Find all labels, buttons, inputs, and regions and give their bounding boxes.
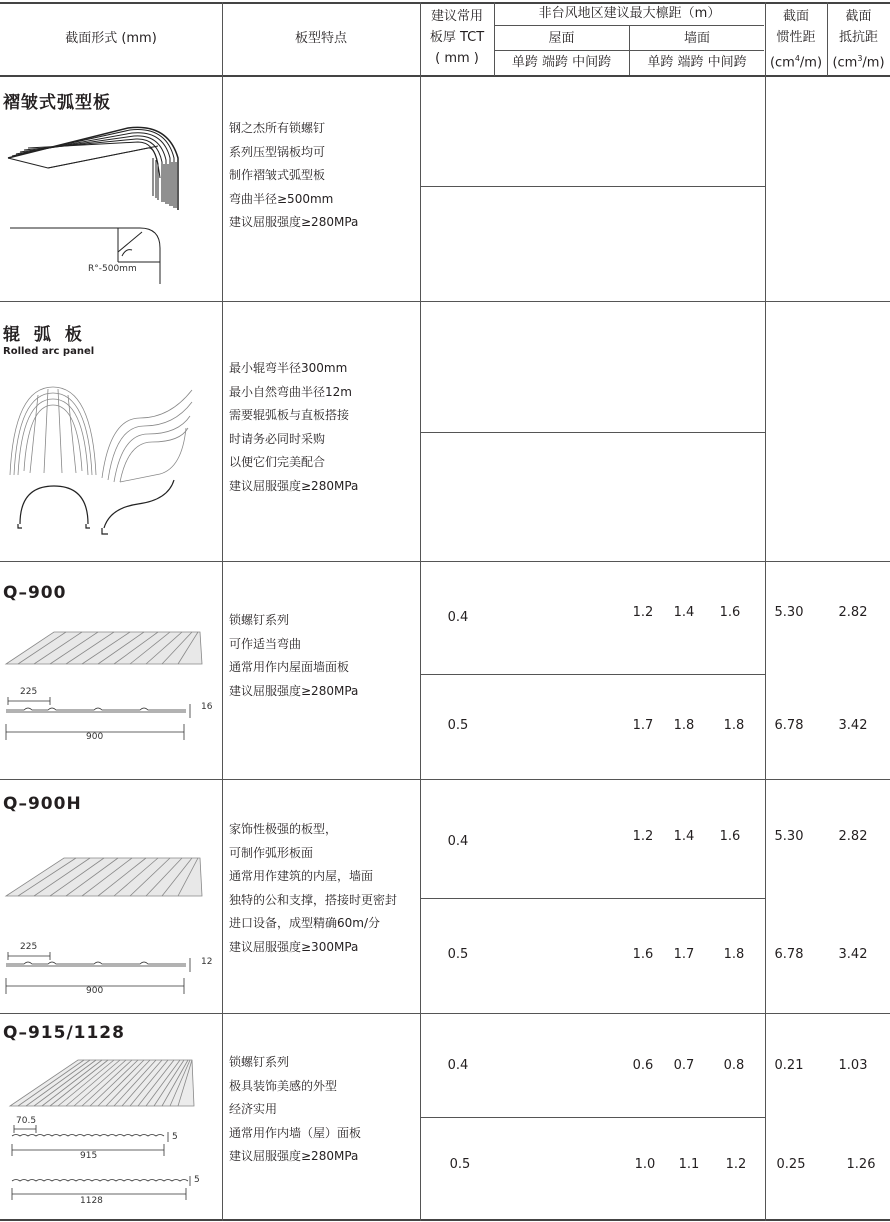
feature-line: 可制作弧形板面: [229, 845, 314, 860]
header-roof: 屋面: [548, 31, 575, 46]
panel-features: [229, 1051, 419, 1169]
inertia-value: 0.25: [776, 1157, 806, 1172]
header-inertia-unit: $(cm^4/m)$: [769, 54, 823, 71]
feature-line: 建议屈服强度≥280MPa: [229, 683, 359, 698]
wall-single-span: 1.0: [634, 1157, 656, 1172]
inertia-value: 6.78: [774, 947, 804, 962]
thickness-value: 0.5: [447, 718, 469, 733]
header-purlin-spacing: 非台风地区建议最大檩距（m）: [538, 6, 721, 21]
feature-line: 经济实用: [229, 1102, 278, 1116]
modulus-value: 3.42: [838, 718, 868, 733]
feature-line: 锁螺钉系列: [229, 1055, 290, 1069]
header-thickness-line2: 板厚 TCT: [429, 30, 485, 45]
q900h-height-label: 12: [201, 957, 213, 967]
inertia-value: 6.78: [774, 718, 804, 733]
bend-radius-drawing: [10, 222, 170, 284]
feature-line: 制作褶皱式弧型板: [229, 168, 326, 182]
wall-end-span: 0.7: [673, 1058, 695, 1073]
q915-profile-dimension-drawing: [8, 1124, 198, 1160]
q900h-panel-drawing: [4, 856, 204, 902]
feature-line: 通常用作建筑的内屋，墙面: [229, 869, 374, 883]
wall-end-span: 1.1: [678, 1157, 700, 1172]
thickness-value: 0.5: [449, 1157, 471, 1172]
q915-pitch-label: 70.5: [16, 1116, 37, 1126]
wall-single-span: 1.7: [632, 718, 654, 733]
q900-pitch-label: 225: [20, 687, 38, 697]
panel-title: 辊 弧 板: [3, 325, 86, 345]
feature-line: 锁螺钉系列: [229, 613, 290, 627]
header-inertia-line2: 惯性距: [776, 30, 816, 45]
header-thickness-line3: ( mm ): [435, 51, 479, 66]
feature-line: 最小自然弯曲半径12m: [229, 384, 352, 399]
panel-features: [229, 117, 419, 235]
header-panel-features: 板型特点: [294, 31, 347, 46]
thickness-value: 0.4: [447, 834, 469, 849]
wall-mid-span: 1.2: [725, 1157, 747, 1172]
feature-line: 进口设备，成型精确60m/分: [229, 916, 381, 930]
wall-single-span: 1.6: [632, 947, 654, 962]
crimped-arc-panel-drawing: [8, 118, 188, 218]
panel-features: [229, 357, 419, 498]
modulus-value: 1.26: [846, 1157, 876, 1172]
modulus-value: 2.82: [838, 605, 868, 620]
header-section-modulus: [827, 6, 890, 73]
feature-line: 最小辊弯半径300mm: [229, 361, 348, 375]
q900h-pitch-label: 225: [20, 942, 38, 952]
thickness-value: 0.5: [447, 947, 469, 962]
wall-end-span: 1.8: [673, 718, 695, 733]
q900h-profile-dimension-drawing: [4, 950, 214, 996]
q915-width-label: 915: [80, 1151, 98, 1161]
feature-line: 可作适当弯曲: [229, 636, 302, 651]
inertia-value: 5.30: [774, 829, 804, 844]
wall-end-span: 1.7: [673, 947, 695, 962]
modulus-value: 3.42: [838, 947, 868, 962]
modulus-value: 2.82: [838, 829, 868, 844]
q900-width-label: 900: [86, 732, 104, 742]
feature-line: 独特的公和支撑，搭接时更密封: [229, 892, 398, 907]
feature-line: 家饰性极强的板型，: [229, 822, 338, 836]
wall-single-span: 1.2: [632, 605, 654, 620]
q1128-profile-dimension-drawing: [8, 1172, 198, 1208]
header-thickness: [420, 6, 494, 69]
feature-line: 钢之杰所有锁螺钉: [229, 121, 326, 135]
wall-end-span: 1.4: [673, 605, 695, 620]
header-thickness-line1: 建议常用: [430, 9, 483, 24]
feature-line: 弯曲半径≥500mm: [229, 191, 334, 206]
header-resist-line2: 抵抗距: [838, 30, 878, 45]
q900-profile-dimension-drawing: [4, 694, 214, 742]
header-wall-spans: 单跨 端跨 中间跨: [647, 55, 747, 70]
wall-mid-span: 0.8: [723, 1058, 745, 1073]
header-moment-of-inertia: [765, 6, 827, 73]
wall-mid-span: 1.6: [719, 605, 741, 620]
panel-features: [229, 609, 419, 703]
header-section-form: 截面形式 (mm): [65, 31, 157, 46]
panel-subtitle: Rolled arc panel: [3, 346, 95, 357]
q915-panel-drawing: [8, 1058, 198, 1110]
wall-mid-span: 1.6: [719, 829, 741, 844]
header-resist-unit: $(cm^3/m)$: [832, 54, 885, 71]
q900h-width-label: 900: [86, 986, 104, 996]
q900-panel-drawing: [4, 630, 204, 670]
feature-line: 建议屈服强度≥280MPa: [229, 478, 359, 493]
header-wall: 墙面: [683, 31, 710, 46]
panel-title: Q–915/1128: [3, 1023, 125, 1043]
feature-line: 系列压型锅板均可: [229, 144, 326, 159]
rolled-arc-drawing: [8, 385, 98, 480]
panel-title: Q–900H: [3, 794, 82, 814]
header-inertia-line1: 截面: [782, 9, 809, 24]
feature-line: 极具装饰美感的外型: [229, 1078, 338, 1093]
feature-line: 需要辊弧板与直板搭接: [229, 408, 350, 422]
inertia-value: 5.30: [774, 605, 804, 620]
panel-title: Q–900: [3, 583, 67, 603]
feature-line: 时请务必同时采购: [229, 431, 326, 446]
q915-height-label: 5: [172, 1132, 178, 1142]
feature-line: 通常用作内墙（屋）面板: [229, 1125, 362, 1140]
q1128-height-label: 5: [194, 1175, 200, 1185]
panel-title: 褶皱式弧型板: [3, 93, 111, 113]
inertia-value: 0.21: [774, 1058, 804, 1073]
thickness-value: 0.4: [447, 610, 469, 625]
semicircle-profile-drawing: [14, 484, 94, 530]
feature-line: 建议屈服强度≥300MPa: [229, 939, 359, 954]
feature-line: 以便它们完美配合: [229, 455, 326, 469]
modulus-value: 1.03: [838, 1058, 868, 1073]
q1128-width-label: 1128: [80, 1196, 103, 1206]
q900-height-label: 16: [201, 702, 213, 712]
feature-line: 建议屈服强度≥280MPa: [229, 215, 359, 229]
wall-single-span: 0.6: [632, 1058, 654, 1073]
thickness-value: 0.4: [447, 1058, 469, 1073]
wall-single-span: 1.2: [632, 829, 654, 844]
wall-mid-span: 1.8: [723, 947, 745, 962]
wall-end-span: 1.4: [673, 829, 695, 844]
feature-line: 建议屈服强度≥280MPa: [229, 1149, 359, 1163]
header-resist-line1: 截面: [845, 9, 872, 24]
header-roof-spans: 单跨 端跨 中间跨: [511, 55, 612, 70]
bend-radius-label: R°-500mm: [88, 264, 137, 274]
wall-mid-span: 1.8: [723, 718, 745, 733]
feature-line: 通常用作内屋面墙面板: [229, 660, 350, 674]
wave-arc-drawing: [100, 388, 195, 483]
curved-profile-drawing: [98, 478, 180, 536]
panel-features: [229, 818, 419, 959]
